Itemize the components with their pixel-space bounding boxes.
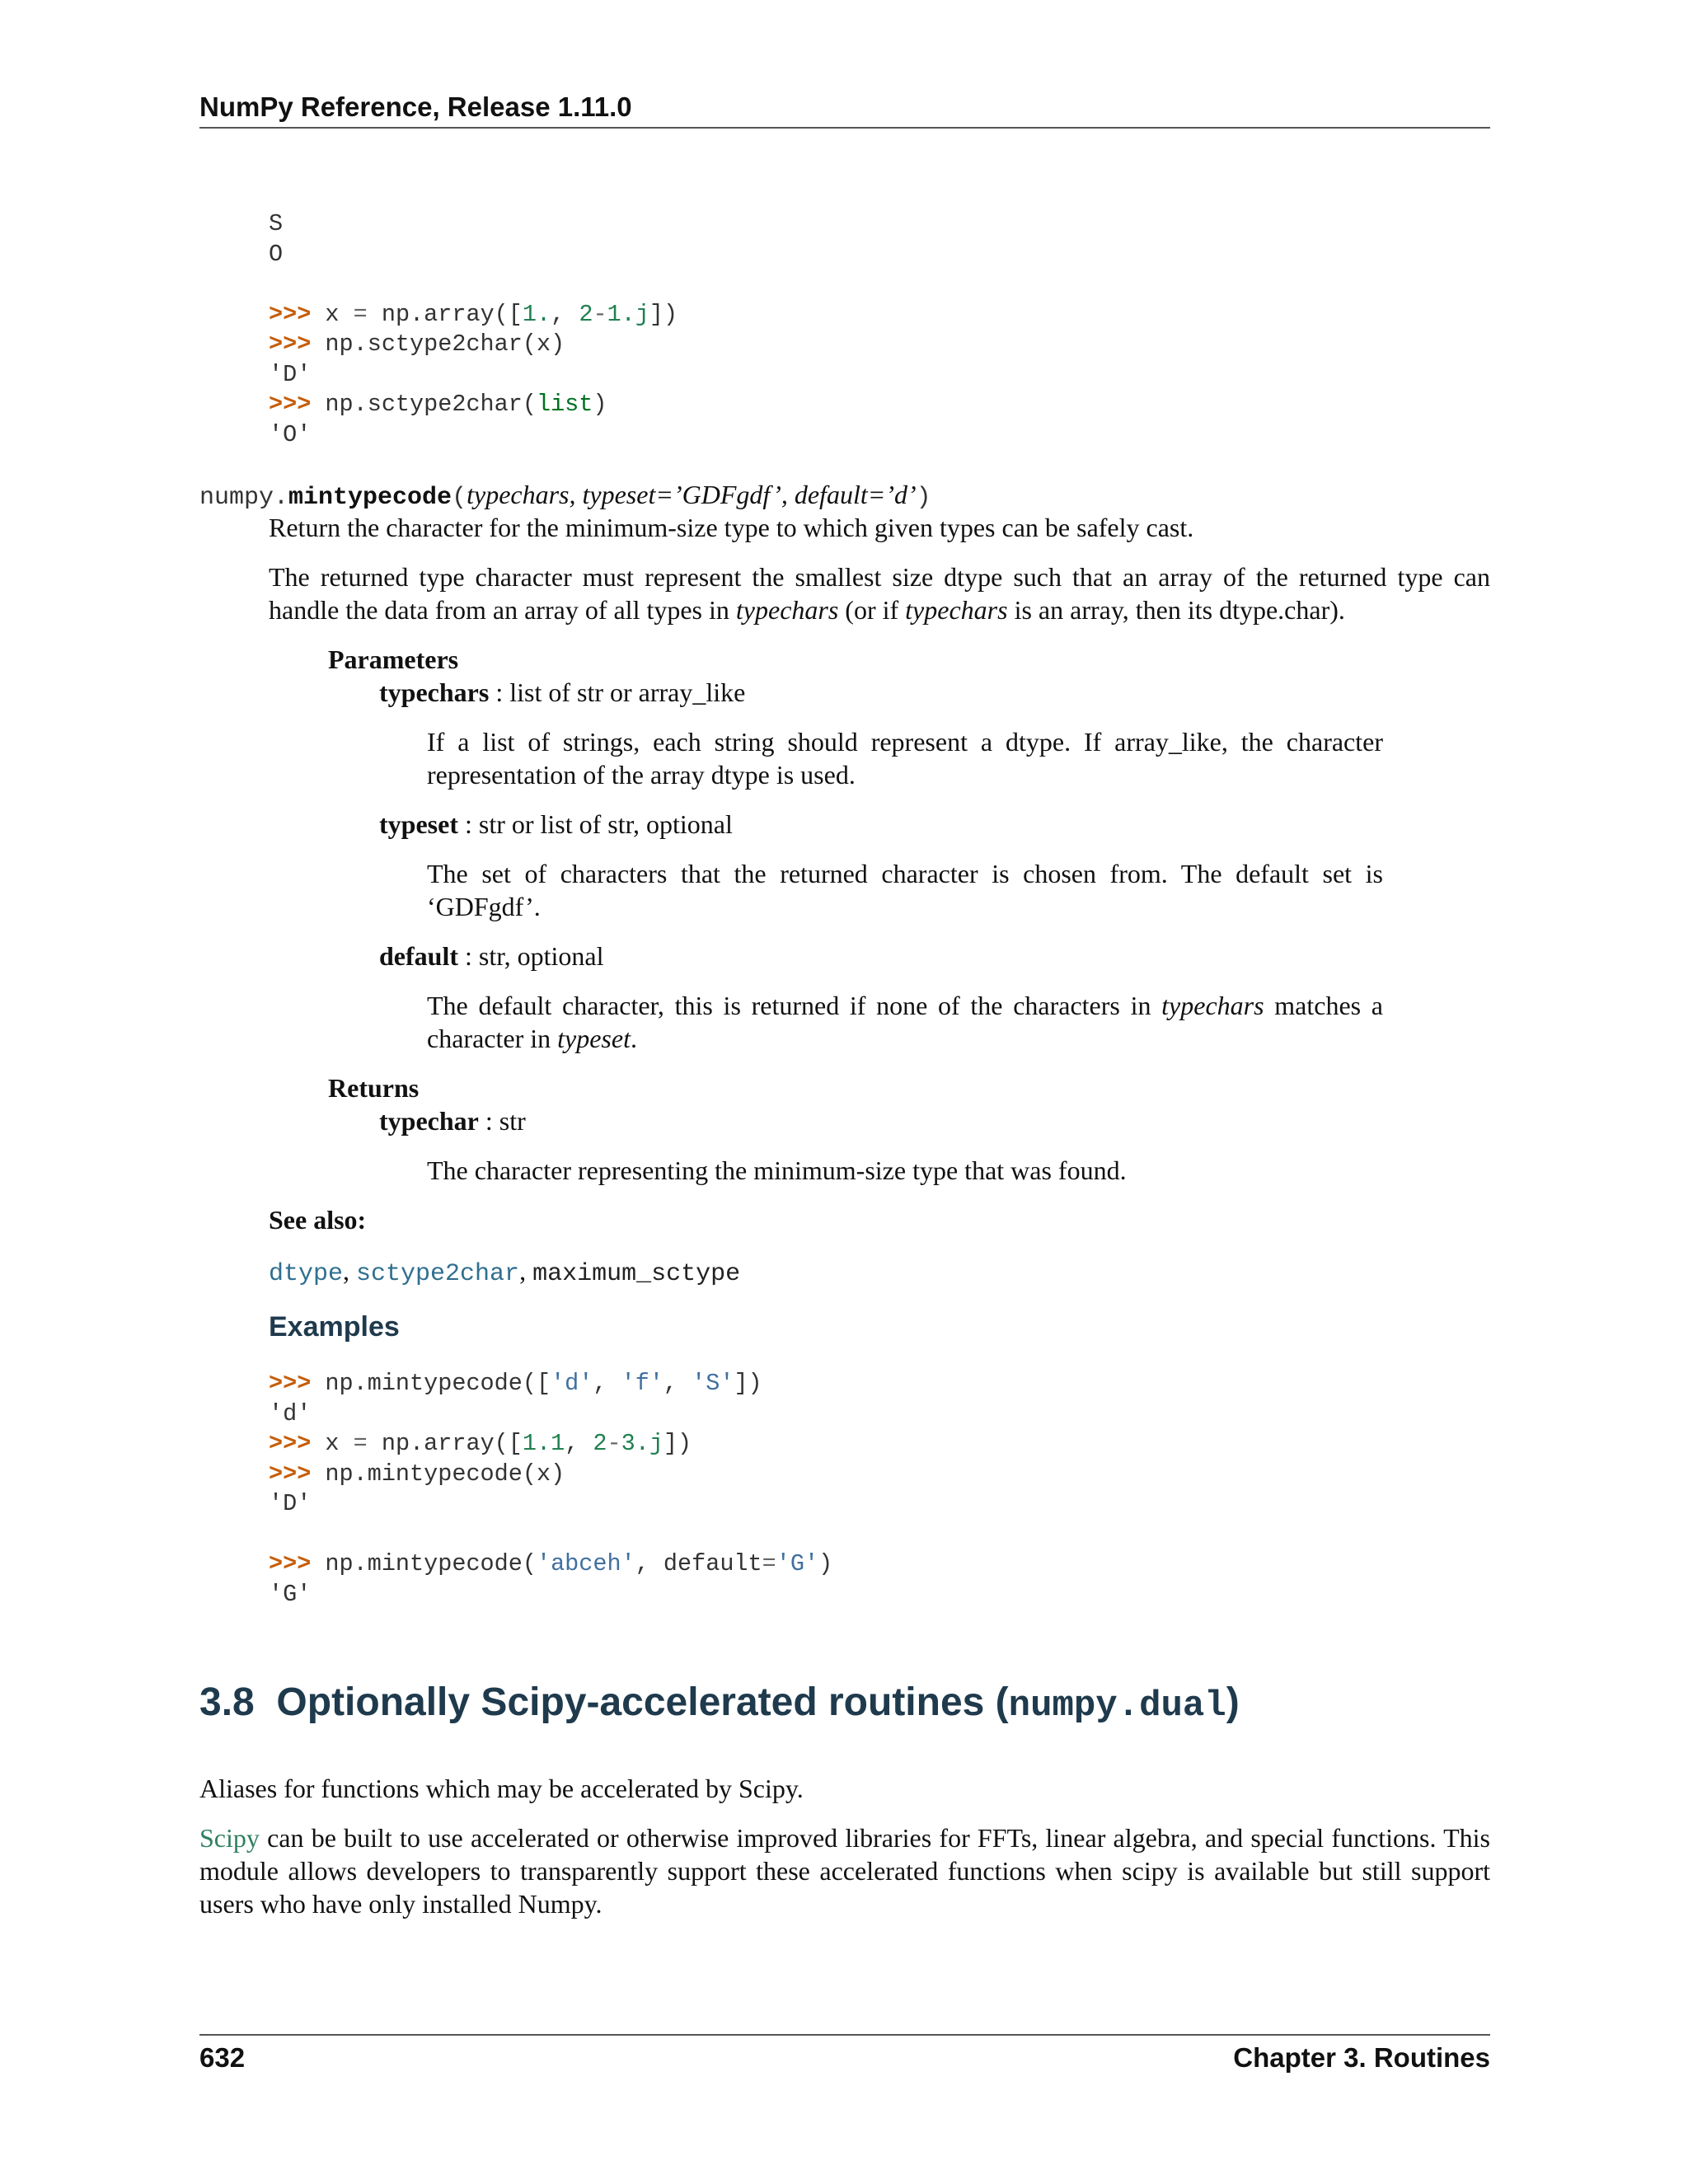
param-description-text: The default character, this is returned if none of the characters in xyxy=(427,991,1162,1020)
code-number: 1.1 xyxy=(522,1430,565,1457)
return-name: typechar xyxy=(379,1106,479,1136)
param-name: typechars xyxy=(379,677,490,707)
code-output: 'D' xyxy=(269,1490,312,1517)
param-type: : list of str or array_like xyxy=(489,677,746,707)
see-also-maximum-sctype: maximum_sctype xyxy=(532,1260,741,1288)
see-also-link-sctype2char[interactable]: sctype2char xyxy=(356,1260,520,1288)
param-description: The set of characters that the returned character is chosen from. The default set is ‘GDFgdf’. xyxy=(427,859,1383,921)
code-number: 1. xyxy=(522,300,551,328)
code-text: np.array([ xyxy=(367,1430,523,1457)
param-description-text: matches a character in xyxy=(427,991,1384,1053)
code-prompt: >>> xyxy=(269,1460,312,1488)
see-also-link-dtype[interactable]: dtype xyxy=(269,1260,344,1288)
param-description xyxy=(427,989,1383,1055)
code-output: 'G' xyxy=(269,1580,312,1608)
code-string: 'S' xyxy=(692,1370,734,1397)
code-operator: - xyxy=(593,300,607,328)
param-name: default xyxy=(379,941,458,971)
code-prompt: >>> xyxy=(269,1550,312,1577)
param-description-emphasis: typeset xyxy=(557,1024,631,1053)
signature-function-name: mintypecode xyxy=(288,484,452,512)
code-prompt: >>> xyxy=(269,1370,312,1397)
see-also-heading: See also: xyxy=(269,1205,367,1235)
code-text: , xyxy=(551,300,579,328)
parameters-heading: Parameters xyxy=(328,644,459,674)
section-number: 3.8 xyxy=(199,1680,255,1724)
section-body-text: can be built to use accelerated or otherwise improved libraries for FFTs, linear algebra, and special functions. This module allows developers to transparently support these accelerated functions when scipy is available but still support users who have only installed Numpy. xyxy=(199,1823,1490,1919)
section-intro: Aliases for functions which may be accelerated by Scipy. xyxy=(199,1774,804,1803)
scipy-link[interactable]: Scipy xyxy=(199,1823,260,1853)
code-string: 'G' xyxy=(776,1550,819,1577)
code-output: O xyxy=(269,240,284,268)
signature-close-paren: ) xyxy=(916,484,931,512)
code-block-sctype2char xyxy=(269,209,678,450)
code-output: 'D' xyxy=(269,360,312,388)
section-heading xyxy=(199,1678,1240,1731)
code-number: 1.j xyxy=(607,300,649,328)
code-text: np.sctype2char(x) xyxy=(325,330,565,358)
code-prompt: >>> xyxy=(269,1430,312,1457)
code-text: , xyxy=(565,1430,593,1457)
signature-arguments: typechars, typeset=’GDFgdf’, default=’d’ xyxy=(467,480,917,509)
code-text: ]) xyxy=(649,300,678,328)
code-text: , default xyxy=(635,1550,762,1577)
code-operator: = xyxy=(762,1550,776,1577)
function-description xyxy=(269,560,1490,626)
footer-rule xyxy=(199,2034,1490,2036)
code-number: 3.j xyxy=(621,1430,663,1457)
code-text: ]) xyxy=(663,1430,692,1457)
returns-heading: Returns xyxy=(328,1073,420,1103)
see-also-separator: , xyxy=(343,1256,357,1286)
examples-heading: Examples xyxy=(269,1311,400,1343)
description-emphasis: typechars xyxy=(735,595,839,625)
code-number: 2 xyxy=(593,1430,607,1457)
page-header xyxy=(199,91,1490,129)
param-type: : str or list of str, optional xyxy=(457,809,733,839)
code-output: 'd' xyxy=(269,1399,312,1427)
code-text: ) xyxy=(818,1550,833,1577)
code-string: 'f' xyxy=(621,1370,663,1397)
return-typechar xyxy=(379,1104,526,1137)
running-header-title: NumPy Reference, Release 1.11.0 xyxy=(199,91,632,122)
code-text: np.mintypecode(x) xyxy=(325,1460,565,1488)
code-output: 'O' xyxy=(269,420,312,448)
section-body xyxy=(199,1821,1490,1920)
code-text: np.mintypecode( xyxy=(325,1550,537,1577)
section-title-text: Optionally Scipy-accelerated routines ( xyxy=(276,1680,1009,1724)
code-operator: = xyxy=(353,1430,368,1457)
function-signature xyxy=(199,478,931,514)
code-text: ]) xyxy=(734,1370,762,1397)
code-string: 'd' xyxy=(551,1370,593,1397)
code-operator: - xyxy=(607,1430,621,1457)
param-type: : str, optional xyxy=(458,941,604,971)
code-builtin: list xyxy=(536,391,593,418)
code-string: 'abceh' xyxy=(536,1550,635,1577)
code-block-examples xyxy=(269,1369,832,1610)
function-summary: Return the character for the minimum-size type to which given types can be safely cast. xyxy=(269,513,1194,542)
param-default xyxy=(379,940,603,972)
code-number: 2 xyxy=(579,300,593,328)
code-text: , xyxy=(593,1370,621,1397)
code-output: S xyxy=(269,210,284,237)
description-text: is an array, then its dtype.char). xyxy=(1007,595,1345,625)
signature-module: numpy. xyxy=(199,484,289,512)
param-description-emphasis: typechars xyxy=(1161,991,1264,1020)
code-text: ) xyxy=(593,391,607,418)
section-title-close: ) xyxy=(1226,1680,1240,1724)
description-emphasis: typechars xyxy=(905,595,1008,625)
code-prompt: >>> xyxy=(269,300,312,328)
return-description: The character representing the minimum-size type that was found. xyxy=(427,1155,1127,1185)
description-text: The returned type character must represent the smallest size dtype such that an array of the returned type can handle the data from an array of all types in xyxy=(269,562,1490,625)
param-description-text: . xyxy=(630,1024,637,1053)
see-also-list xyxy=(269,1254,740,1291)
signature-open-paren: ( xyxy=(452,484,467,512)
code-text: x xyxy=(325,300,354,328)
see-also-separator: , xyxy=(519,1256,533,1286)
footer-chapter: Chapter 3. Routines xyxy=(1233,2042,1490,2073)
page-number: 632 xyxy=(199,2042,246,2073)
code-text: x xyxy=(325,1430,354,1457)
code-text: np.mintypecode([ xyxy=(325,1370,551,1397)
code-text: , xyxy=(663,1370,692,1397)
code-prompt: >>> xyxy=(269,330,312,358)
section-title-code: numpy.dual xyxy=(1008,1685,1226,1727)
param-typeset xyxy=(379,808,733,841)
param-name: typeset xyxy=(379,809,458,839)
code-prompt: >>> xyxy=(269,391,312,418)
param-typechars xyxy=(379,676,745,709)
code-text: np.array([ xyxy=(367,300,523,328)
description-text: (or if xyxy=(838,595,906,625)
code-operator: = xyxy=(353,300,368,328)
param-description: If a list of strings, each string should represent a dtype. If array_like, the character representation of the array dtype is used. xyxy=(427,727,1383,790)
code-text: np.sctype2char( xyxy=(325,391,537,418)
return-type: : str xyxy=(478,1106,526,1136)
